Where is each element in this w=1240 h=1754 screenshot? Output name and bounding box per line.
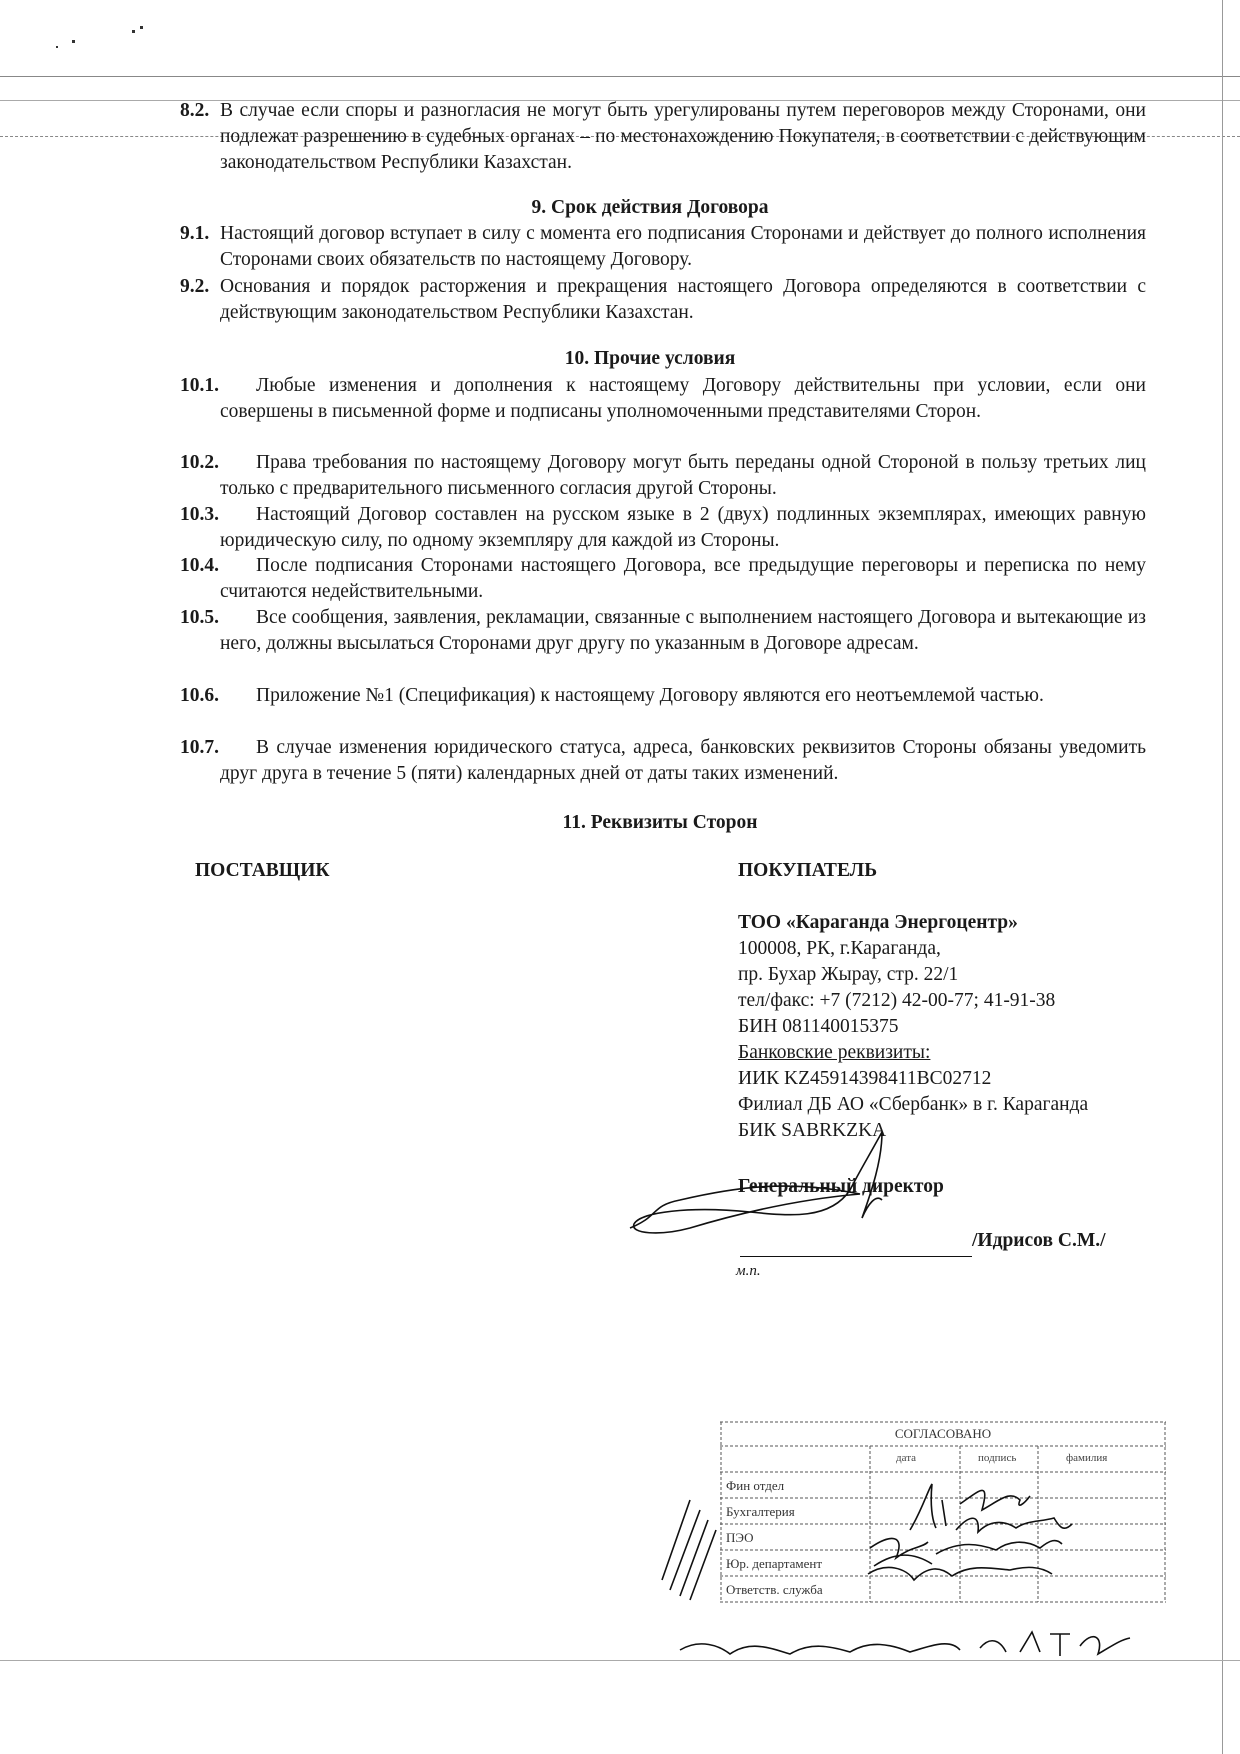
- clause-8-2: [180, 98, 1146, 176]
- clause-number: 8.2.: [180, 100, 210, 121]
- approval-handwriting: [660, 1470, 1180, 1670]
- clause-10-4: [180, 553, 1146, 605]
- scan-speck: [140, 26, 143, 29]
- section-heading-10: 10. Прочие условия: [564, 348, 736, 369]
- clause-text-body: После подписания Сторонами настоящего Договора, все предыдущие переговоры и переписка по нему считаются недействительными.: [220, 555, 1146, 602]
- buyer-label: ПОКУПАТЕЛЬ: [738, 860, 878, 881]
- clause-10-7: [180, 735, 1146, 787]
- section-heading-9: 9. Срок действия Договора: [531, 197, 769, 218]
- clause-text: [180, 683, 1146, 709]
- buyer-address-line-2: пр. Бухар Жырау, стр. 22/1: [738, 964, 959, 985]
- clause-text: В случае если споры и разногласия не могут быть урегулированы путем переговоров между Сторонами, они подлежат разрешению в судебных органах – по местонахождению Покупателя, в соответствии с действующим законодательством Республики Казахстан.: [220, 100, 1146, 173]
- approval-row-label: Ответств. служба: [726, 1582, 823, 1597]
- clause-number: 10.7.: [180, 737, 219, 758]
- buyer-company-name: ТОО «Караганда Энергоцентр»: [738, 912, 1018, 933]
- buyer-bin: БИН 081140015375: [738, 1016, 899, 1037]
- approval-stamp-title: СОГЛАСОВАНО: [894, 1426, 992, 1441]
- clause-number: 10.1.: [180, 375, 219, 396]
- clause-text: [180, 373, 1146, 425]
- clause-text: [180, 553, 1146, 605]
- clause-10-3: [180, 502, 1146, 554]
- clause-number: 10.2.: [180, 452, 219, 473]
- scan-speck: [72, 40, 75, 43]
- clause-text: [180, 605, 1146, 657]
- approval-row-label: Бухгалтерия: [726, 1504, 795, 1519]
- clause-text-body: Настоящий Договор составлен на русском языке в 2 (двух) подлинных экземплярах, имеющих равную юридическую силу, по одному экземпляру для каждой из Стороны.: [220, 504, 1146, 551]
- approval-col-signature: подпись: [978, 1452, 1017, 1464]
- scan-line-top: [0, 76, 1240, 77]
- buyer-details: [738, 910, 1168, 1144]
- buyer-bik: БИК SABRKZKA: [738, 1120, 887, 1141]
- signatory-name: /Идрисов С.М./: [972, 1230, 1106, 1251]
- clause-text: [180, 450, 1146, 502]
- supplier-label: ПОСТАВЩИК: [195, 860, 330, 881]
- buyer-bank-title: Банковские реквизиты:: [738, 1042, 931, 1063]
- director-signature: [620, 1120, 940, 1240]
- clause-9-1: [180, 221, 1146, 273]
- scan-speck: [56, 46, 58, 48]
- approval-row-label: ПЭО: [726, 1530, 754, 1545]
- clause-text-body: В случае изменения юридического статуса, адреса, банковских реквизитов Стороны обязаны уведомить друг друга в течение 5 (пяти) календарных дней от даты таких изменений.: [220, 737, 1146, 784]
- clause-number: 9.2.: [180, 276, 210, 297]
- clause-10-1: [180, 373, 1146, 425]
- buyer-bank-name: Филиал ДБ АО «Сбербанк» в г. Караганда: [738, 1094, 1089, 1115]
- clause-10-2: [180, 450, 1146, 502]
- buyer-iik: ИИК KZ45914398411BC02712: [738, 1068, 992, 1089]
- buyer-address-line-1: 100008, РК, г.Караганда,: [738, 938, 941, 959]
- clause-10-6: [180, 683, 1146, 709]
- clause-number: 10.3.: [180, 504, 219, 525]
- approval-col-surname: фамилия: [1066, 1452, 1108, 1464]
- director-title: Генеральный директор: [738, 1176, 944, 1197]
- clause-number: 10.6.: [180, 685, 219, 706]
- approval-col-date: дата: [896, 1452, 917, 1464]
- scan-speck: [132, 30, 135, 33]
- clause-number: 10.4.: [180, 555, 219, 576]
- clause-text-body: Приложение №1 (Спецификация) к настоящему Договору являются его неотъемлемой частью.: [256, 685, 1044, 706]
- clause-10-5: [180, 605, 1146, 657]
- clause-text-body: Все сообщения, заявления, рекламации, связанные с выполнением настоящего Договора и вытекающие из него, должны высылаться Сторонами друг другу по указанным в Договоре адресам.: [220, 607, 1146, 654]
- clause-text-body: Права требования по настоящему Договору могут быть переданы одной Стороной в пользу третьих лиц только с предварительного письменного согласия другой Стороны.: [220, 452, 1146, 499]
- scan-line-right: [1222, 0, 1223, 1754]
- approval-row-label: Юр. департамент: [726, 1556, 823, 1571]
- clause-text: [180, 502, 1146, 554]
- clause-number: 9.1.: [180, 223, 210, 244]
- signature-line: [740, 1256, 972, 1257]
- approval-row-label: Фин отдел: [726, 1478, 785, 1493]
- clause-text-body: Любые изменения и дополнения к настоящему Договору действительны при условии, если они совершены в письменной форме и подписаны уполномоченными представителями Сторон.: [220, 375, 1146, 422]
- stamp-place-label: м.п.: [736, 1263, 761, 1279]
- section-heading-11: 11. Реквизиты Сторон: [562, 812, 758, 833]
- clause-text: [180, 735, 1146, 787]
- clause-9-2: [180, 274, 1146, 326]
- clause-text: Основания и порядок расторжения и прекращения настоящего Договора определяются в соответствии с действующим законодательством Республики Казахстан.: [220, 276, 1146, 323]
- buyer-phone: тел/факс: +7 (7212) 42-00-77; 41-91-38: [738, 990, 1056, 1011]
- clause-number: 10.5.: [180, 607, 219, 628]
- clause-text: Настоящий договор вступает в силу с момента его подписания Сторонами и действует до полного исполнения Сторонами своих обязательств по настоящему Договору.: [220, 223, 1146, 270]
